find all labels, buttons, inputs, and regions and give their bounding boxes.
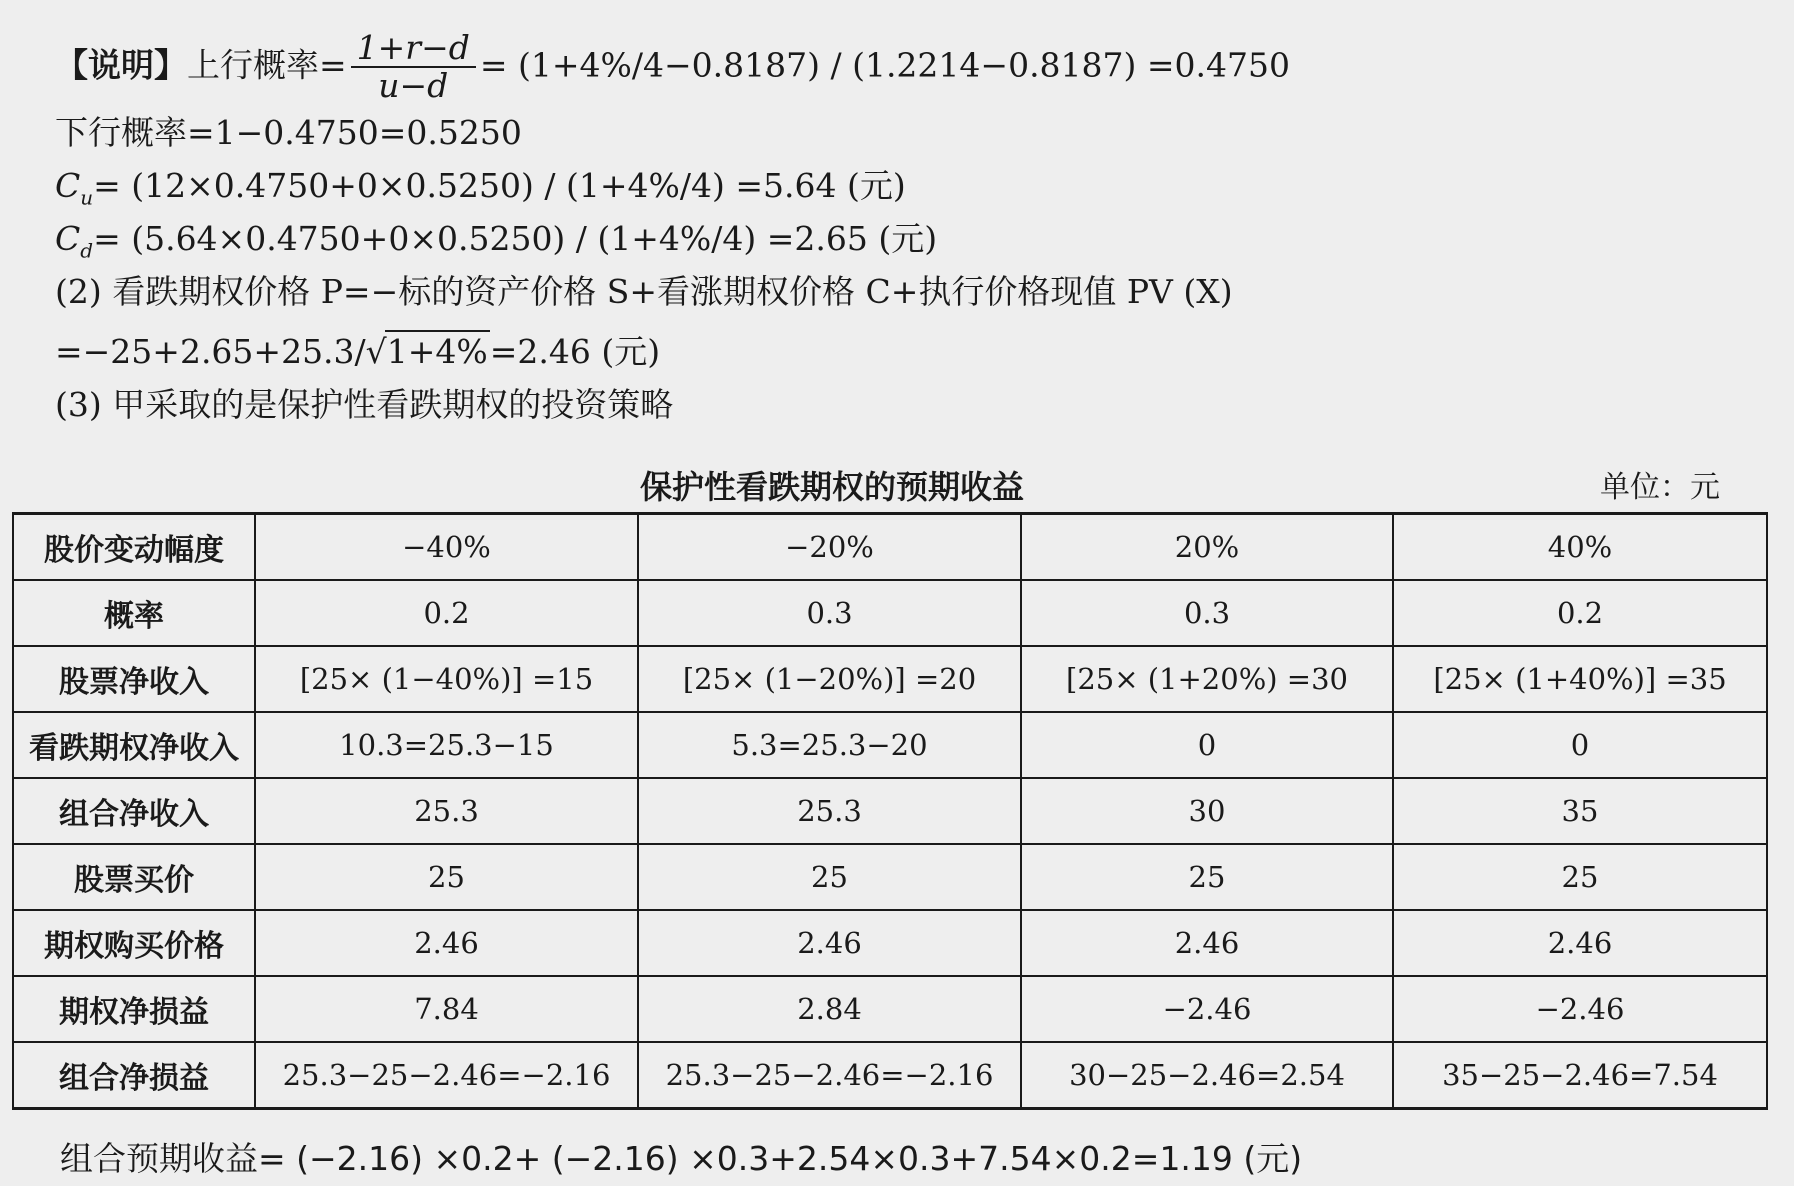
row-header: 看跌期权净收入 [13,712,255,778]
table-cell: 7.84 [255,976,638,1042]
put-formula-line: (2) 看跌期权价格 P=−标的资产价格 S+看涨期权价格 C+执行价格现值 PV (X) [55,272,1233,311]
table-cell: 25.3 [638,778,1021,844]
cu-symbol: C [55,166,81,205]
table-row [13,910,1767,976]
table-row [13,712,1767,778]
table-cell: 25 [255,844,638,910]
sqrt-radicand: 1+4% [386,332,488,371]
table-cell: 5.3=25.3−20 [638,712,1021,778]
table-cell: 25.3 [255,778,638,844]
table-cell: 2.46 [638,910,1021,976]
cd-subscript: d [80,238,94,263]
table-cell: 40% [1393,514,1767,581]
row-header: 股价变动幅度 [13,514,255,581]
fraction-numerator: 1+r−d [351,30,476,68]
table-cell: 0.2 [255,580,638,646]
cu-line [55,166,906,210]
row-header: 期权净损益 [13,976,255,1042]
row-header: 股票买价 [13,844,255,910]
table-cell: 25 [1393,844,1767,910]
portfolio-expected-return: 组合预期收益= (−2.16) ×0.2+ (−2.16) ×0.3+2.54×0.3+7.54×0.2=1.19 (元) [60,1139,1303,1178]
table-cell: 10.3=25.3−15 [255,712,638,778]
table-row [13,1042,1767,1109]
row-header: 组合净收入 [13,778,255,844]
table-cell: 35−25−2.46=7.54 [1393,1042,1767,1109]
table-cell: [25× (1−20%)] =20 [638,646,1021,712]
put-calc-post: =2.46 (元) [489,332,661,371]
table-row [13,580,1767,646]
row-header: 组合净损益 [13,1042,255,1109]
table-cell: 30−25−2.46=2.54 [1021,1042,1393,1109]
table-cell: −40% [255,514,638,581]
table-cell: [25× (1+40%)] =35 [1393,646,1767,712]
table-unit: 单位：元 [1600,470,1720,505]
table-cell: 0 [1393,712,1767,778]
table-row [13,976,1767,1042]
table-cell: 35 [1393,778,1767,844]
table-cell: 25 [638,844,1021,910]
table-row [13,646,1767,712]
table-row [13,778,1767,844]
table-cell: 2.46 [1393,910,1767,976]
cd-line [55,219,937,263]
table-cell: 0.3 [638,580,1021,646]
table-title: 保护性看跌期权的预期收益 [640,468,1025,506]
row-header: 概率 [13,580,255,646]
table-cell: 0.2 [1393,580,1767,646]
table-cell: [25× (1−40%)] =15 [255,646,638,712]
table-cell: 25.3−25−2.46=−2.16 [638,1042,1021,1109]
table-cell: 2.84 [638,976,1021,1042]
table-cell: −2.46 [1393,976,1767,1042]
cd-calc: = (5.64×0.4750+0×0.5250) / (1+4%/4) =2.65 (元) [93,219,938,258]
expected-return-table [12,512,1768,1110]
table-cell: 25.3−25−2.46=−2.16 [255,1042,638,1109]
table-cell: 2.46 [1021,910,1393,976]
row-header: 期权购买价格 [13,910,255,976]
table-cell: 2.46 [255,910,638,976]
put-calc-pre: =−25+2.65+25.3/ [55,332,366,371]
cd-symbol: C [55,219,81,258]
table-cell: −2.46 [1021,976,1393,1042]
sqrt-sign: √ [365,332,387,371]
table-cell: [25× (1+20%) =30 [1021,646,1393,712]
table-cell: 0 [1021,712,1393,778]
table-cell: 30 [1021,778,1393,844]
up-prob-prefix: 上行概率= [187,45,347,85]
table-row [13,514,1767,581]
up-prob-fraction [351,30,476,105]
table-cell: 0.3 [1021,580,1393,646]
strategy-line: (3) 甲采取的是保护性看跌期权的投资策略 [55,385,674,424]
fraction-denominator: u−d [378,66,449,106]
row-header: 股票净收入 [13,646,255,712]
explanation-label: 【说明】 [55,45,187,85]
table-row [13,844,1767,910]
table-cell: 20% [1021,514,1393,581]
table-cell: 25 [1021,844,1393,910]
up-probability-line [55,30,1290,105]
cu-calc: = (12×0.4750+0×0.5250) / (1+4%/4) =5.64 (元) [93,166,906,205]
table-cell: −20% [638,514,1021,581]
up-prob-calc: = (1+4%/4−0.8187) / (1.2214−0.8187) =0.4750 [479,45,1291,85]
down-probability-line: 下行概率=1−0.4750=0.5250 [55,113,522,152]
cu-subscript: u [80,185,94,210]
put-calc-line [55,330,660,372]
